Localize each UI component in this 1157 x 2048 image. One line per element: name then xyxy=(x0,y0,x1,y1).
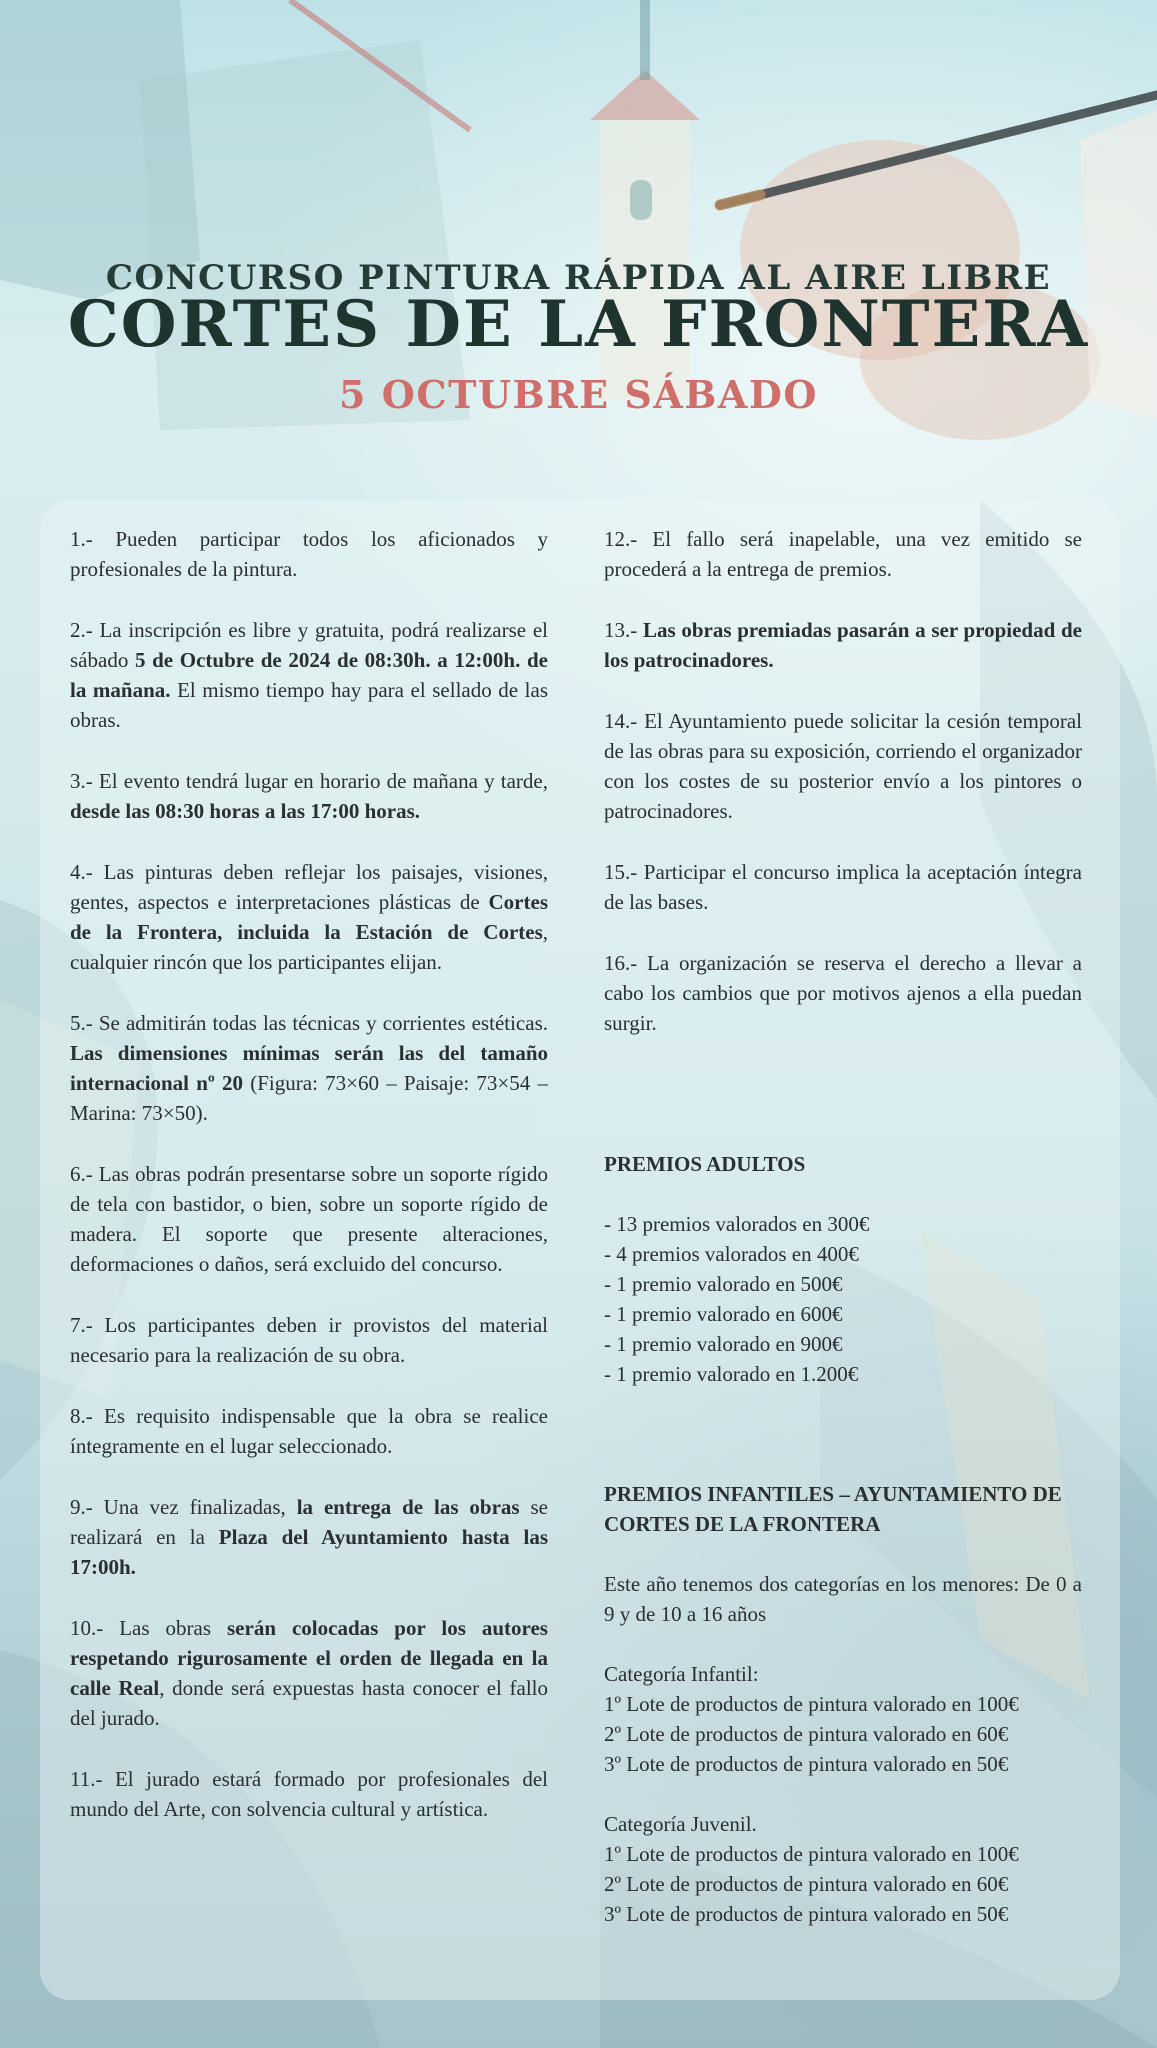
categoria-juvenil-list xyxy=(604,1839,1082,1929)
premios-infantiles-intro: Este año tenemos dos categorías en los menores: De 0 a 9 y de 10 a 16 años xyxy=(604,1572,1082,1626)
rule-item xyxy=(70,1008,548,1128)
rule-text: se realizará en la xyxy=(70,1495,548,1549)
rule-text: 6.- Las obras podrán presentarse sobre un soporte rígido de tela con bastidor, o bien, sobre un soporte rígido de madera. El soporte que presente alteraciones, deformaciones o daños, será excluido del concurso. xyxy=(70,1162,548,1276)
rule-item xyxy=(604,948,1082,1038)
rule-text: , donde será expuestas hasta conocer el fallo del jurado. xyxy=(70,1676,548,1730)
premio-infantil-line: 3º Lote de productos de pintura valorado en 50€ xyxy=(604,1752,1009,1776)
rule-text: 15.- Participar el concurso implica la aceptación íntegra de las bases. xyxy=(604,860,1082,914)
rule-text-bold: desde las 08:30 horas a las 17:00 horas. xyxy=(70,799,421,823)
rule-item xyxy=(604,857,1082,917)
rules-left-column xyxy=(70,524,548,1855)
rule-item xyxy=(70,766,548,826)
rule-text: 8.- Es requisito indispensable que la obra se realice íntegramente en el lugar seleccionado. xyxy=(70,1404,548,1458)
rule-item xyxy=(70,857,548,977)
rule-item xyxy=(604,524,1082,584)
rule-item xyxy=(70,1159,548,1279)
premio-juvenil-line: 1º Lote de productos de pintura valorado en 100€ xyxy=(604,1842,1019,1866)
rule-text: 4.- Las pinturas deben reflejar los paisajes, visiones, gentes, aspectos e interpretaciones plásticas de xyxy=(70,860,548,914)
contest-title: CORTES DE LA FRONTERA xyxy=(67,287,1090,362)
rule-text: 12.- El fallo será inapelable, una vez emitido se procederá a la entrega de premios. xyxy=(604,527,1082,581)
rule-text-bold: Plaza del Ayuntamiento hasta las 17:00h. xyxy=(70,1525,548,1579)
rule-text: 10.- Las obras xyxy=(70,1616,227,1640)
rule-text: (Figura: 73×60 – Paisaje: 73×54 – Marina: 73×50). xyxy=(70,1071,548,1125)
rule-text-bold: Las obras premiadas pasarán a ser propiedad de los patrocinadores. xyxy=(604,618,1082,672)
premio-infantil-line: 2º Lote de productos de pintura valorado en 60€ xyxy=(604,1722,1009,1746)
premio-adulto-line: - 1 premio valorado en 900€ xyxy=(604,1332,843,1356)
premio-juvenil-line: 3º Lote de productos de pintura valorado en 50€ xyxy=(604,1902,1009,1926)
rule-text-bold: la entrega de las obras xyxy=(296,1495,520,1519)
premios-infantiles-title: PREMIOS INFANTILES – AYUNTAMIENTO DE CORTES DE LA FRONTERA xyxy=(604,1482,1062,1536)
categoria-infantil-title: Categoría Infantil: xyxy=(604,1662,759,1686)
categoria-juvenil-title: Categoría Juvenil. xyxy=(604,1812,757,1836)
rule-text-bold: 5 de Octubre de 2024 de 08:30h. a 12:00h. de la mañana. xyxy=(70,648,548,702)
rule-item xyxy=(70,1401,548,1461)
rule-item xyxy=(70,524,548,584)
rule-text-bold: Cortes de la Frontera, incluida la Estación de Cortes xyxy=(70,890,548,944)
rule-item xyxy=(70,1492,548,1582)
rule-item xyxy=(70,1764,548,1824)
rule-text: 16.- La organización se reserva el derecho a llevar a cabo los cambios que por motivos ajenos a ella puedan surgir. xyxy=(604,951,1082,1035)
rule-text: 11.- El jurado estará formado por profesionales del mundo del Arte, con solvencia cultural y artística. xyxy=(70,1767,548,1821)
rule-item xyxy=(70,1613,548,1733)
poster-header xyxy=(0,0,1157,440)
rule-text: El mismo tiempo hay para el sellado de las obras. xyxy=(70,678,549,732)
premios-adultos-list xyxy=(604,1209,1082,1389)
rule-text: 3.- El evento tendrá lugar en horario de mañana y tarde, xyxy=(70,769,548,793)
premio-infantil-line: 1º Lote de productos de pintura valorado en 100€ xyxy=(604,1692,1019,1716)
premios-adultos-title: PREMIOS ADULTOS xyxy=(604,1152,806,1176)
rule-item xyxy=(70,615,548,735)
rule-text: 2.- La inscripción es libre y gratuita, podrá realizarse el sábado xyxy=(70,618,548,672)
rule-text: 5.- Se admitirán todas las técnicas y corrientes estéticas. xyxy=(70,1011,548,1035)
rule-text: 1.- Pueden participar todos los aficionados y profesionales de la pintura. xyxy=(70,527,548,581)
premio-adulto-line: - 4 premios valorados en 400€ xyxy=(604,1242,859,1266)
rule-text: 14.- El Ayuntamiento puede solicitar la cesión temporal de las obras para su exposición, corriendo el organizador con los costes de su posterior envío a los pintores o patrocinadores. xyxy=(604,709,1082,823)
rules-right-column xyxy=(604,524,1082,1929)
rule-text: 13.- xyxy=(604,618,643,642)
premio-juvenil-line: 2º Lote de productos de pintura valorado en 60€ xyxy=(604,1872,1009,1896)
premio-adulto-line: - 1 premio valorado en 600€ xyxy=(604,1302,843,1326)
rule-item xyxy=(604,615,1082,675)
rule-text-bold: serán colocadas por los autores respetando rigurosamente el orden de llegada en la calle Real xyxy=(70,1616,548,1700)
rule-text: , cualquier rincón que los participantes elijan. xyxy=(70,920,548,974)
premio-adulto-line: - 1 premio valorado en 1.200€ xyxy=(604,1362,859,1386)
rule-text-bold: Las dimensiones mínimas serán las del tamaño internacional nº 20 xyxy=(70,1041,548,1095)
rule-item xyxy=(604,706,1082,826)
rule-text: 7.- Los participantes deben ir provistos del material necesario para la realización de su obra. xyxy=(70,1313,548,1367)
categoria-infantil-list xyxy=(604,1689,1082,1779)
contest-subtitle: CONCURSO PINTURA RÁPIDA AL AIRE LIBRE xyxy=(105,258,1052,298)
rule-text: 9.- Una vez finalizadas, xyxy=(70,1495,297,1519)
premio-adulto-line: - 13 premios valorados en 300€ xyxy=(604,1212,870,1236)
premio-adulto-line: - 1 premio valorado en 500€ xyxy=(604,1272,843,1296)
rule-item xyxy=(70,1310,548,1370)
contest-date: 5 OCTUBRE SÁBADO xyxy=(339,372,818,417)
